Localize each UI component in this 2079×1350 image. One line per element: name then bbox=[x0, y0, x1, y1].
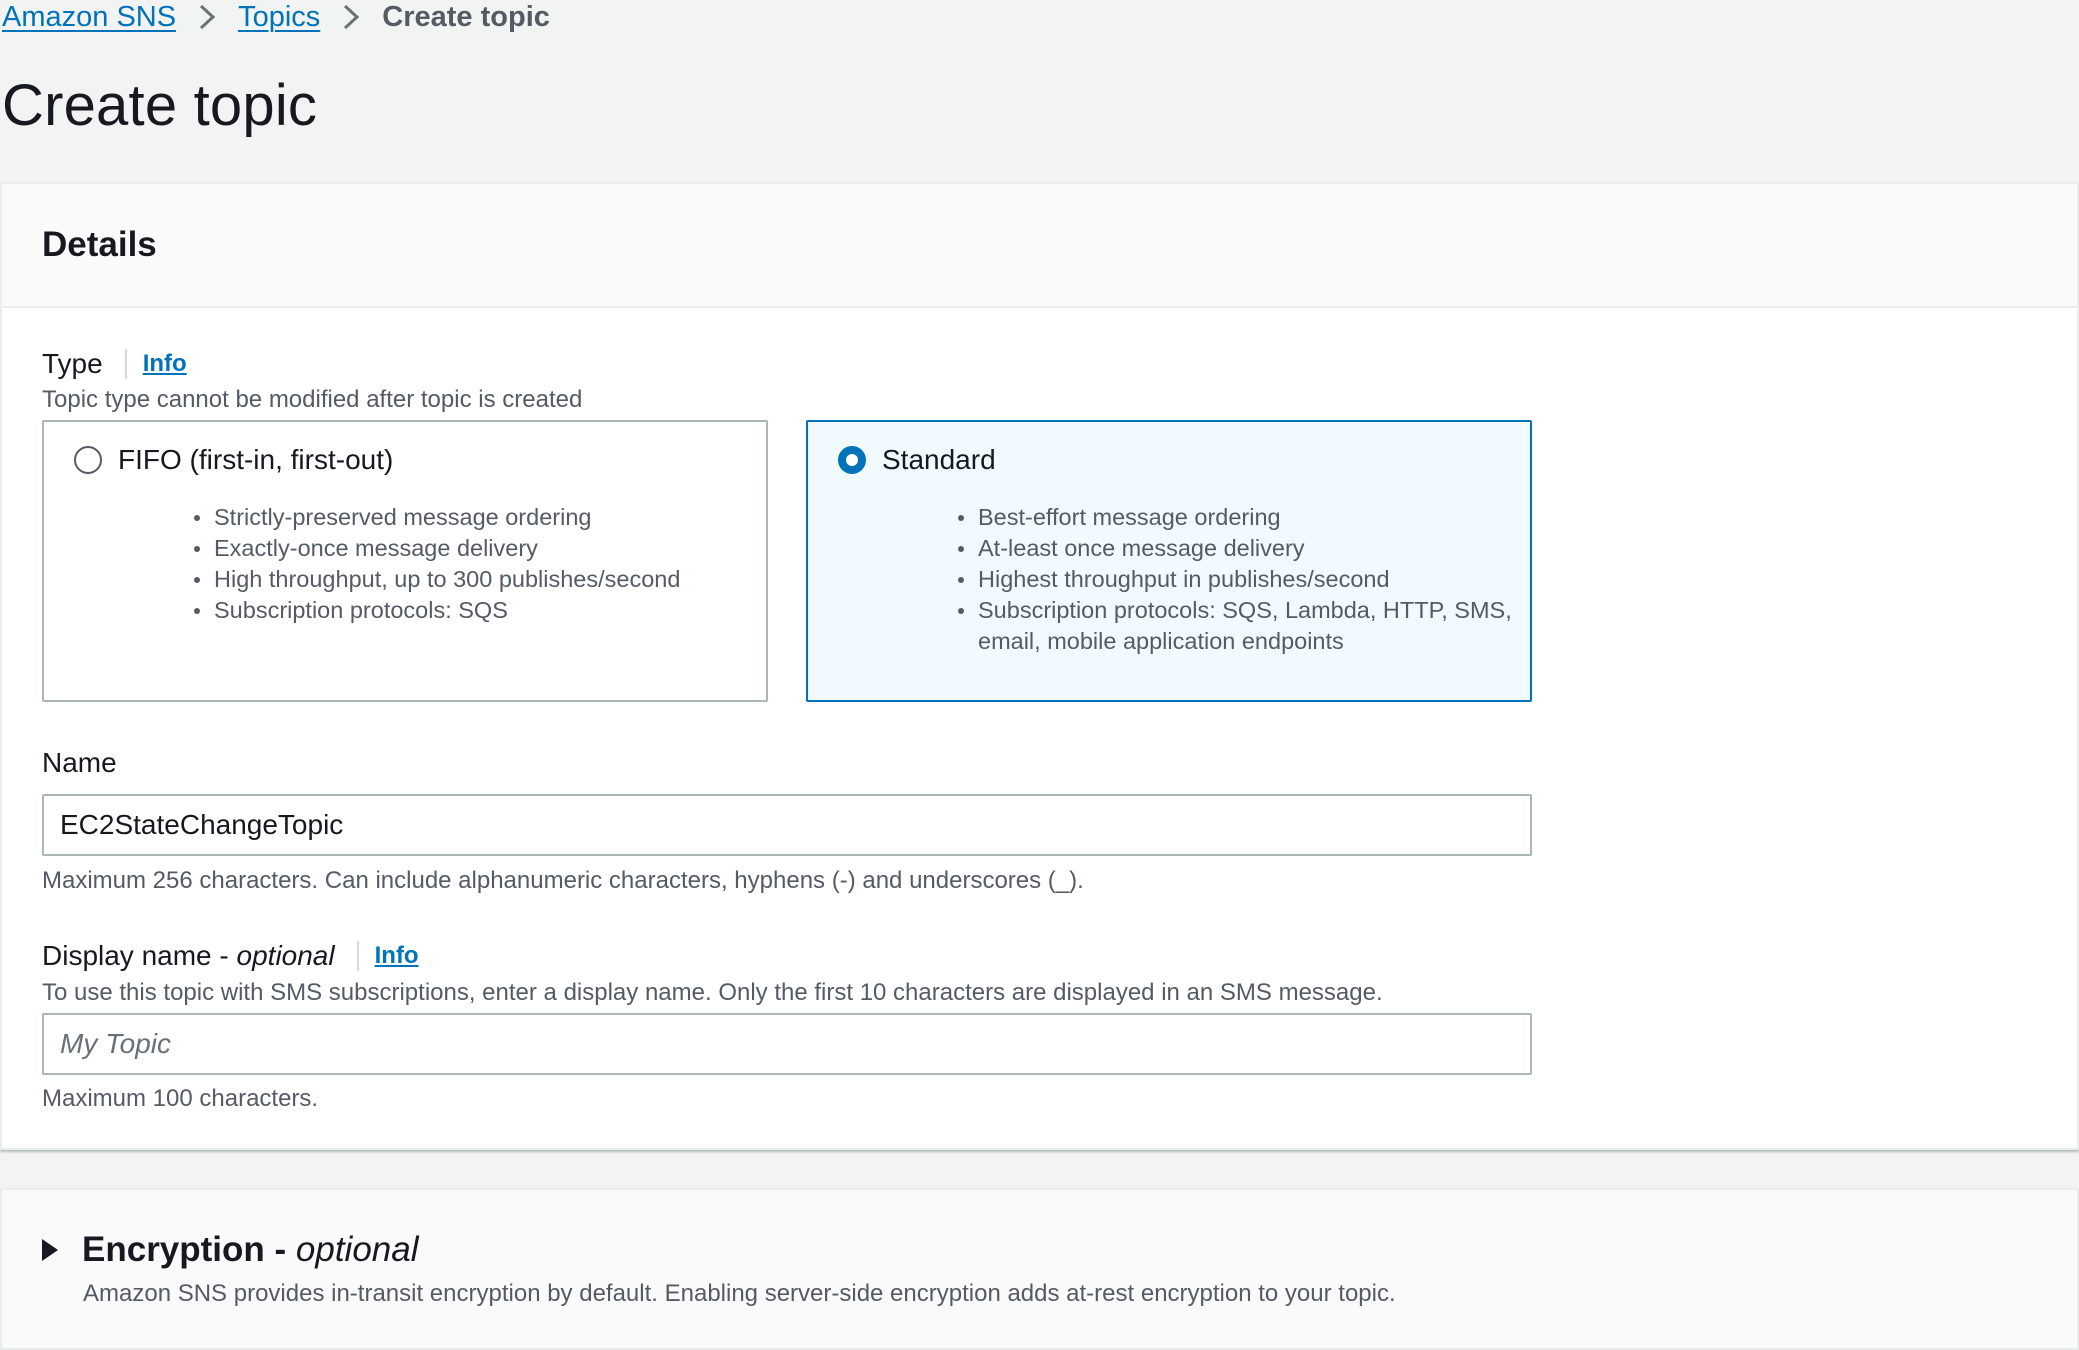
list-item: Subscription protocols: SQS, Lambda, HTTP, SMS, email, mobile application endpoints bbox=[958, 595, 1518, 657]
list-item: High throughput, up to 300 publishes/second bbox=[194, 564, 680, 595]
standard-title: Standard bbox=[882, 444, 996, 475]
encryption-panel bbox=[0, 1188, 2079, 1350]
breadcrumb-link-amazon-sns[interactable]: Amazon SNS bbox=[2, 0, 177, 33]
list-item: Exactly-once message delivery bbox=[194, 533, 680, 564]
display-name-label-row bbox=[42, 936, 419, 976]
encryption-title: Encryption - optional bbox=[82, 1230, 419, 1269]
divider bbox=[125, 349, 127, 379]
type-option-fifo[interactable] bbox=[42, 420, 768, 702]
list-item: Best-effort message ordering bbox=[958, 502, 1518, 533]
standard-features bbox=[958, 502, 1518, 657]
display-name-input[interactable] bbox=[42, 1013, 1532, 1075]
breadcrumb-current: Create topic bbox=[382, 0, 550, 33]
details-title: Details bbox=[42, 225, 157, 264]
caret-right-icon bbox=[42, 1239, 58, 1261]
list-item: Strictly-preserved message ordering bbox=[194, 502, 680, 533]
breadcrumb-link-topics[interactable]: Topics bbox=[238, 0, 321, 33]
details-header bbox=[2, 184, 2077, 308]
display-name-constraint: Maximum 100 characters. bbox=[42, 1085, 319, 1112]
optional-label: optional bbox=[236, 940, 335, 971]
standard-radio[interactable] bbox=[838, 446, 866, 474]
chevron-right-icon bbox=[320, 2, 382, 32]
display-name-description: To use this topic with SMS subscriptions, enter a display name. Only the first 10 characters are displayed in an SMS message. bbox=[42, 979, 1383, 1006]
name-label: Name bbox=[42, 747, 117, 778]
standard-radio-row bbox=[838, 444, 996, 476]
breadcrumb bbox=[2, 0, 550, 34]
fifo-radio-row bbox=[74, 444, 393, 476]
page-title: Create topic bbox=[2, 73, 318, 138]
type-info-link[interactable]: Info bbox=[142, 350, 187, 377]
chevron-right-icon bbox=[176, 2, 238, 32]
type-label: Type bbox=[42, 348, 103, 379]
list-item: At-least once message delivery bbox=[958, 533, 1518, 564]
name-constraint: Maximum 256 characters. Can include alphanumeric characters, hyphens (-) and underscores (_). bbox=[42, 867, 1084, 894]
type-option-standard[interactable] bbox=[806, 420, 1532, 702]
encryption-expand-toggle[interactable] bbox=[42, 1230, 419, 1270]
fifo-radio[interactable] bbox=[74, 446, 102, 474]
list-item: Highest throughput in publishes/second bbox=[958, 564, 1518, 595]
name-input[interactable] bbox=[42, 794, 1532, 856]
display-name-info-link[interactable]: Info bbox=[374, 942, 419, 969]
optional-label: optional bbox=[295, 1230, 419, 1269]
divider bbox=[357, 941, 359, 971]
encryption-description: Amazon SNS provides in-transit encryption by default. Enabling server-side encryption adds at-rest encryption to your topic. bbox=[83, 1280, 1396, 1307]
details-panel bbox=[0, 182, 2079, 1150]
fifo-features bbox=[194, 502, 680, 626]
fifo-title: FIFO (first-in, first-out) bbox=[118, 444, 394, 475]
display-name-label: Display name - optional bbox=[42, 940, 335, 971]
type-description: Topic type cannot be modified after topic is created bbox=[42, 386, 583, 413]
type-label-row bbox=[42, 344, 187, 384]
list-item: Subscription protocols: SQS bbox=[194, 595, 680, 626]
